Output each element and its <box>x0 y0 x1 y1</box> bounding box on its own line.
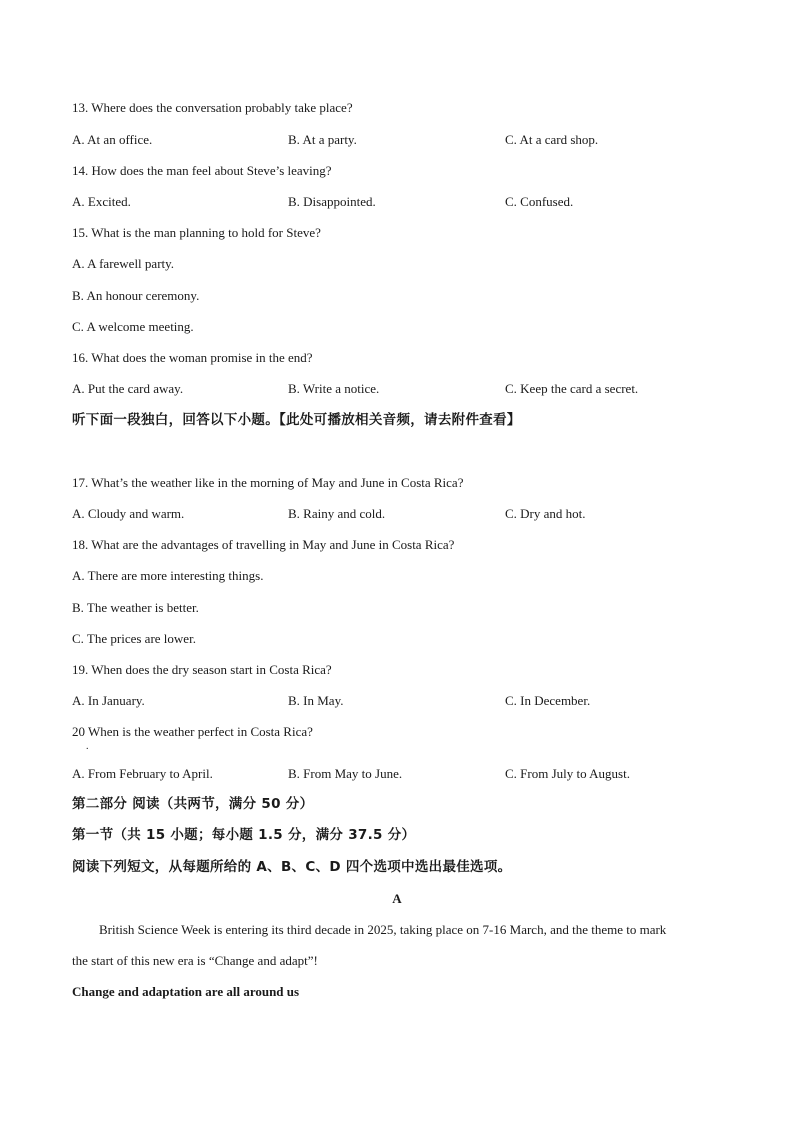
question-20: 20 When is the weather perfect in Costa Rica? <box>72 724 313 739</box>
q16-option-a: A. Put the card away. <box>72 381 184 396</box>
q13-option-b: B. At a party. <box>288 132 357 147</box>
q20-option-a: A. From February to April. <box>72 766 213 781</box>
q15-option-b: B. An honour ceremony. <box>72 288 200 303</box>
q14-option-a: A. Excited. <box>72 194 131 209</box>
q14-option-b: B. Disappointed. <box>288 194 376 209</box>
section2-part1-title: 第一节（共 15 小题；每小题 1.5 分，满分 37.5 分） <box>72 827 416 843</box>
passage-subheading: Change and adaptation are all around us <box>72 984 300 999</box>
section2-instruction: 阅读下列短文，从每题所给的 A、B、C、D 四个选项中选出最佳选项。 <box>72 859 512 875</box>
q20-option-c: C. From July to August. <box>505 766 630 781</box>
question-14: 14. How does the man feel about Steve’s leaving? <box>72 163 332 178</box>
question-16: 16. What does the woman promise in the end? <box>72 350 313 365</box>
q14-option-c: C. Confused. <box>505 194 574 209</box>
q17-option-b: B. Rainy and cold. <box>288 506 386 521</box>
q18-option-c: C. The prices are lower. <box>72 631 196 646</box>
q20-option-b: B. From May to June. <box>288 766 403 781</box>
q16-option-b: B. Write a notice. <box>288 381 380 396</box>
question-19: 19. When does the dry season start in Costa Rica? <box>72 662 332 677</box>
question-13: 13. Where does the conversation probably take place? <box>72 100 353 115</box>
q16-option-c: C. Keep the card a secret. <box>505 381 639 396</box>
q15-option-c: C. A welcome meeting. <box>72 319 194 334</box>
q15-option-a: A. A farewell party. <box>72 256 175 271</box>
passage-line-2: the start of this new era is “Change and adapt”! <box>72 953 318 968</box>
question-15: 15. What is the man planning to hold for Steve? <box>72 225 321 240</box>
q19-option-a: A. In January. <box>72 693 145 708</box>
question-18: 18. What are the advantages of travelling in May and June in Costa Rica? <box>72 537 455 552</box>
q13-option-a: A. At an office. <box>72 132 153 147</box>
passage-letter: A <box>392 891 402 906</box>
section2-title: 第二部分 阅读（共两节，满分 50 分） <box>72 796 314 812</box>
q17-option-c: C. Dry and hot. <box>505 506 586 521</box>
q19-option-b: B. In May. <box>288 693 344 708</box>
monologue-instruction: 听下面一段独白，回答以下小题。【此处可播放相关音频，请去附件查看】 <box>72 412 521 428</box>
q18-option-b: B. The weather is better. <box>72 600 199 615</box>
q19-option-c: C. In December. <box>505 693 591 708</box>
question-17: 17. What’s the weather like in the morning of May and June in Costa Rica? <box>72 475 464 490</box>
q17-option-a: A. Cloudy and warm. <box>72 506 185 521</box>
passage-line-1: British Science Week is entering its third decade in 2025, taking place on 7-16 March, and the theme to mark <box>99 922 667 937</box>
q13-option-c: C. At a card shop. <box>505 132 599 147</box>
q18-option-a: A. There are more interesting things. <box>72 568 264 583</box>
stray-dot-mark: . <box>86 741 89 752</box>
